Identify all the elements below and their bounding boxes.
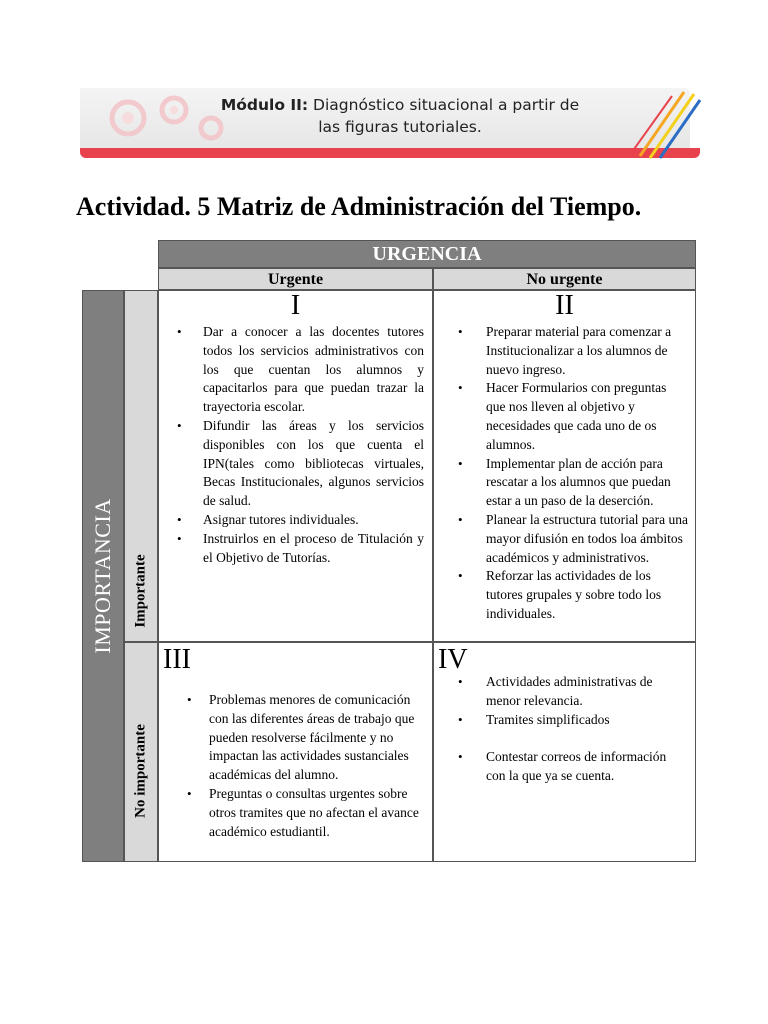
urgency-header: URGENCIA [158,240,696,268]
importance-label: IMPORTANCIA [90,498,115,654]
list-item: • Reforzar las actividades de los tutores grupales y sobre todo los individuales. [458,567,689,623]
list-item: • Instruirlos en el proceso de Titulación y el Objetivo de Tutorías. [179,530,424,568]
quadrant-3-list [187,691,426,841]
row-header-not-important [124,642,158,862]
quadrant-numeral: I [290,290,301,321]
list-item: • Tramites simplificados [458,711,689,730]
importance-side-header [82,290,124,862]
quadrant-numeral: III [163,644,191,675]
banner-red-stripe [80,148,700,158]
list-item: • Hacer Formularios con preguntas que nos lleven al objetivo y necesidades que cada uno de os alumnos. [458,379,689,454]
row-header-important [124,290,158,642]
quadrant-4 [433,642,696,862]
list-item: • Difundir las áreas y los servicios disponibles con los que cuenta el IPN(tales como bibliotecas virtuales, Becas Institucionales, algunos servicios de salud. [179,417,424,511]
list-item: • Asignar tutores individuales. [179,511,424,530]
quadrant-2 [433,290,696,642]
quadrant-2-list [458,323,689,624]
module-banner [80,86,702,160]
banner-title [200,94,600,138]
banner-line2: las figuras tutoriales. [318,118,482,136]
quadrant-4-list [458,673,689,786]
column-header-urgent: Urgente [158,268,433,290]
diagonal-stripes-decoration-icon [622,86,702,160]
list-item: • Planear la estructura tutorial para una mayor difusión en todos loa ámbitos académicos y administrativos. [458,511,689,567]
quadrant-numeral: IV [438,644,468,675]
quadrant-3 [158,642,433,862]
list-item: • Dar a conocer a las docentes tutores todos los servicios administrativos con los que cuentan los alumnos y capacitarlos para que puedan trazar la trayectoria escolar. [179,323,424,417]
important-label: Importante [132,554,149,628]
banner-line1: Diagnóstico situacional a partir de [308,96,580,114]
list-item: • Actividades administrativas de menor relevancia. [458,673,689,711]
quadrant-1 [158,290,433,642]
quadrant-numeral: II [555,290,574,321]
list-item: • Contestar correos de información con la que ya se cuenta. [458,748,689,786]
page-title: Actividad. 5 Matriz de Administración del Tiempo. [76,192,642,221]
list-item: • Implementar plan de acción para rescatar a los alumnos que puedan estar a un paso de la deserción. [458,455,689,511]
quadrant-1-list [179,323,424,567]
column-header-not-urgent: No urgente [433,268,696,290]
banner-module-label: Módulo II: [220,96,309,114]
not-important-label: No importante [132,724,149,818]
list-item: • Preguntas o consultas urgentes sobre otros tramites que no afectan el avance académico estudiantil. [187,785,426,841]
list-item: • Problemas menores de comunicación con las diferentes áreas de trabajo que pueden resolverse fácilmente y no impactan las actividades sustanciales académicas del alumno. [187,691,426,785]
list-item: • Preparar material para comenzar a Institucionalizar a los alumnos de nuevo ingreso. [458,323,689,379]
